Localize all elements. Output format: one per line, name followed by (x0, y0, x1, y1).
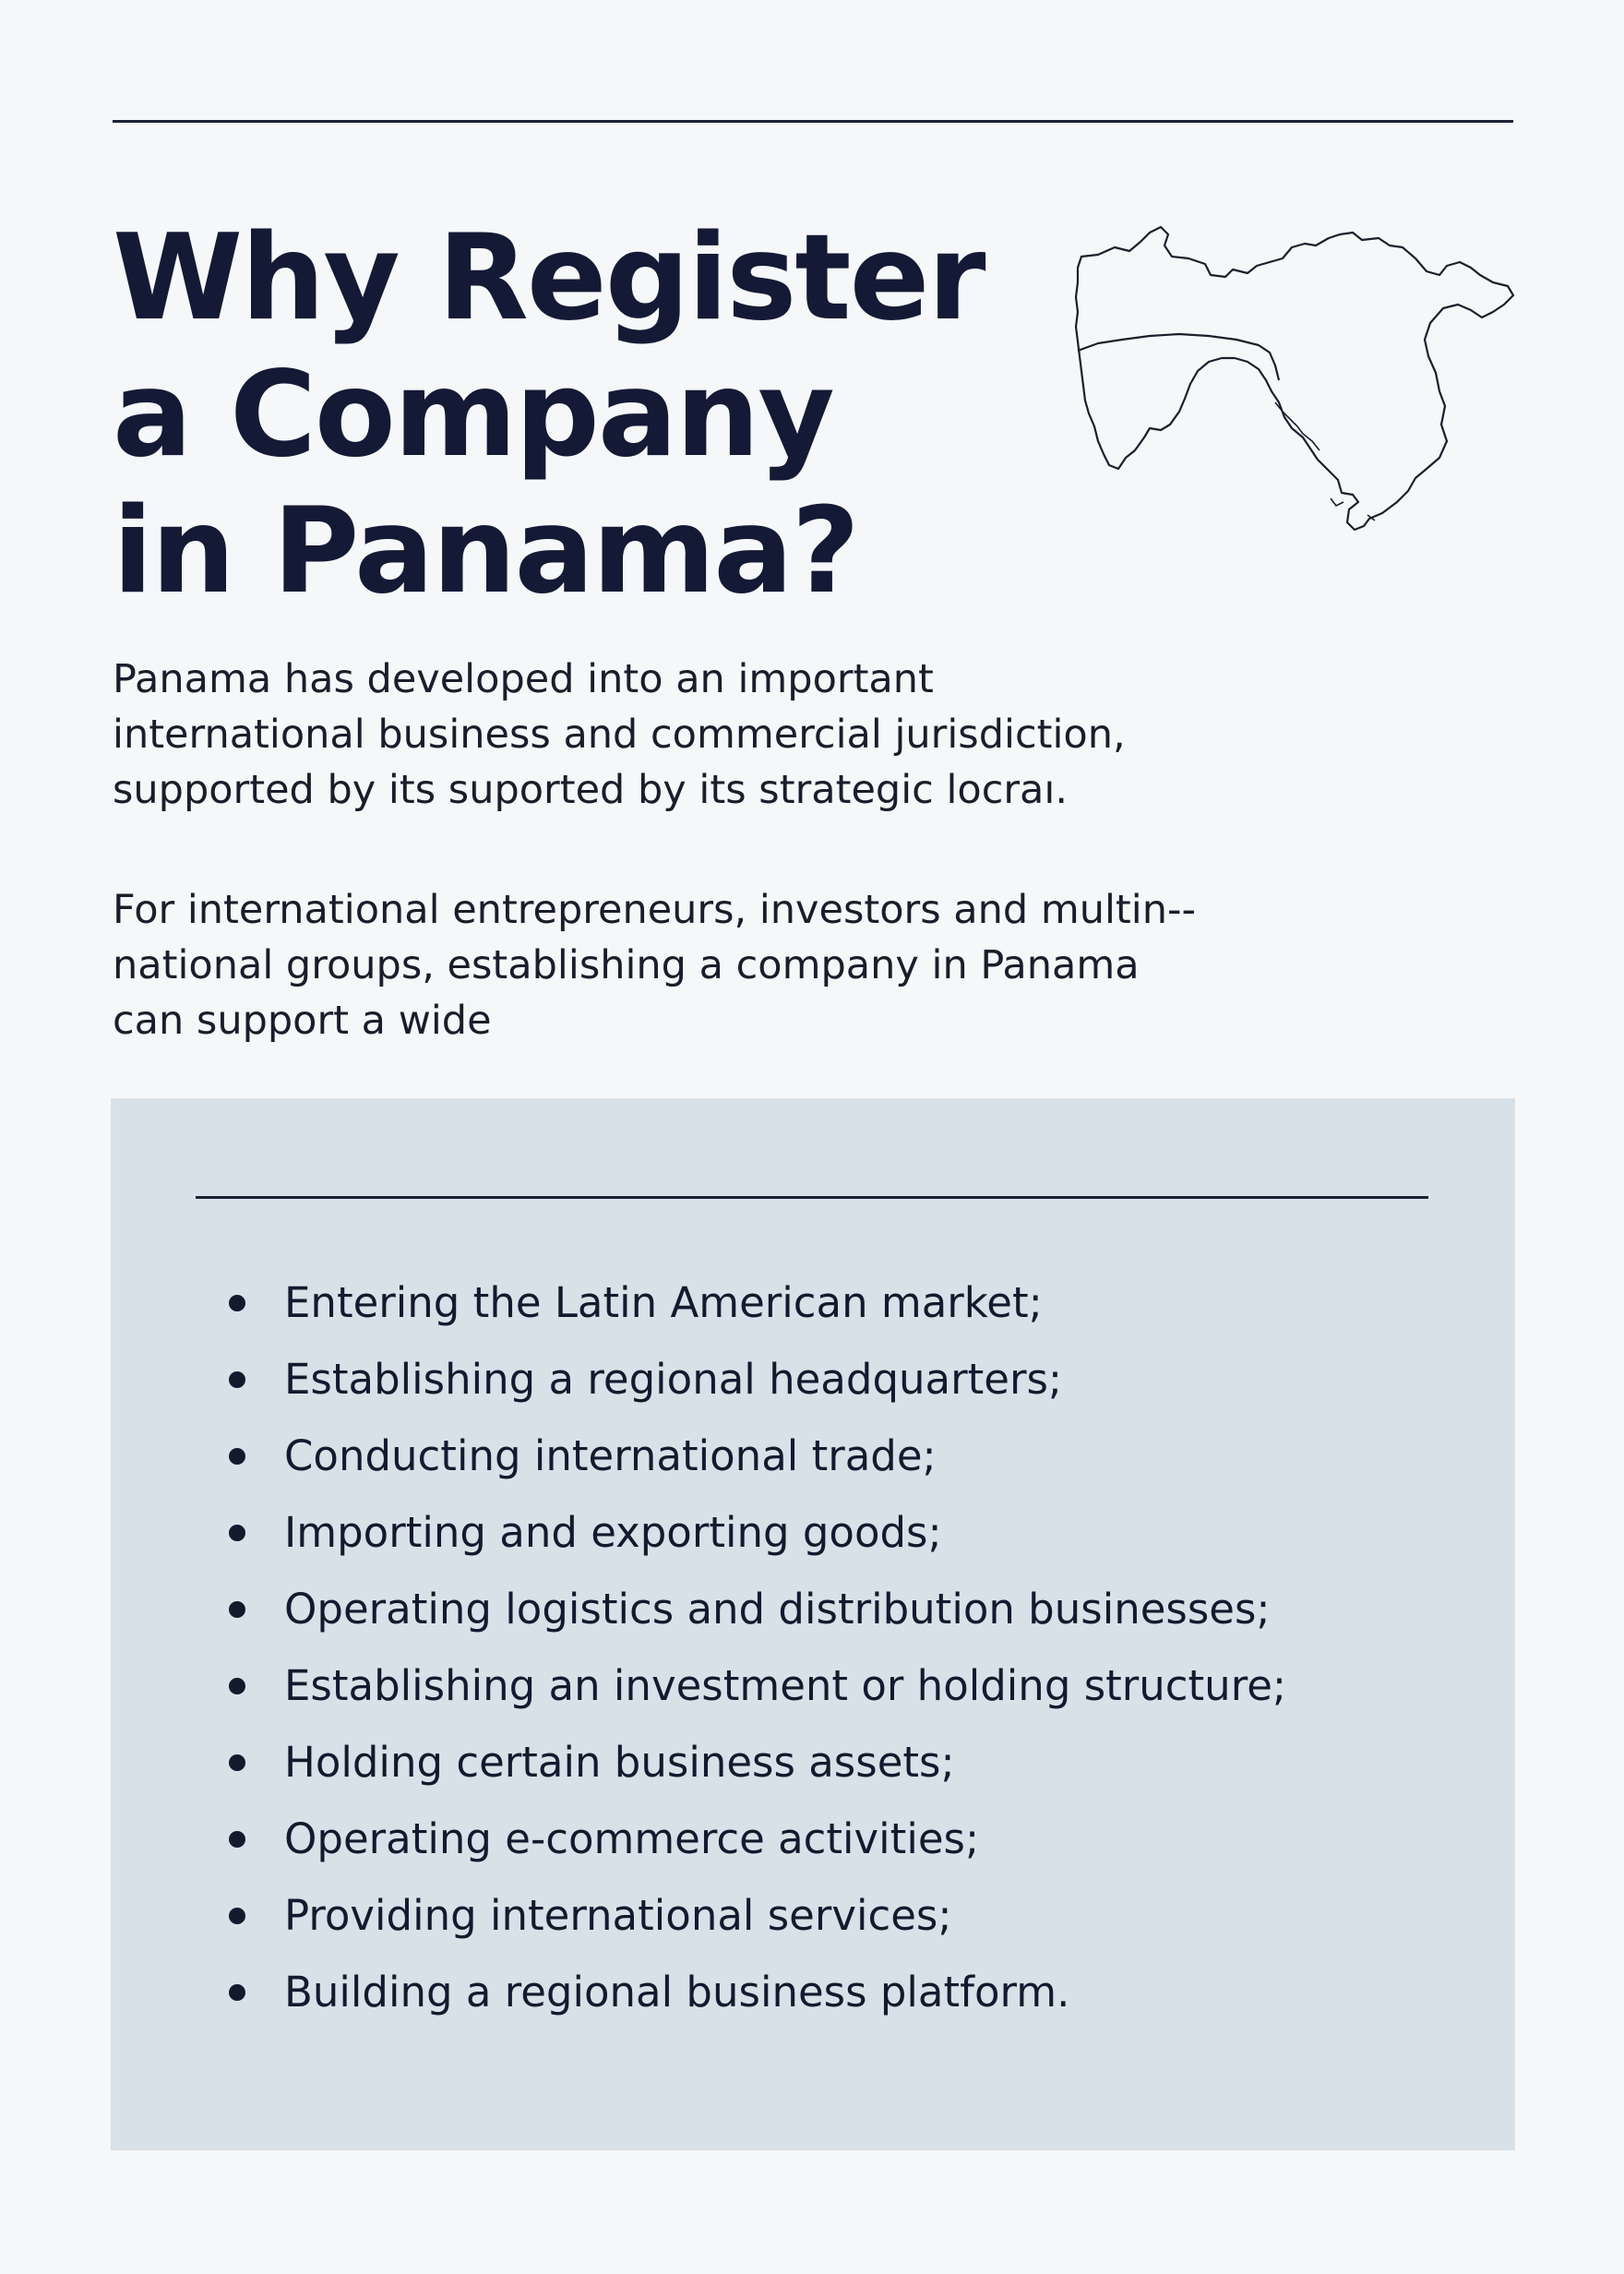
list-item (111, 1571, 1286, 1647)
panama-outline-map-icon (1061, 221, 1522, 591)
list-item (111, 1418, 1286, 1494)
intro-paragraph-2-line-1: For international entrepreneurs, investors and multin-- (113, 887, 1197, 933)
bullet-icon (229, 1295, 245, 1311)
intro-paragraph-1-line-1: Panama has developed into an important (113, 656, 934, 702)
list-item-text: Providing international services; (284, 1891, 952, 1940)
bullet-icon (229, 1754, 245, 1771)
list-item-text: Operating logistics and distribution businesses; (284, 1585, 1271, 1634)
intro-paragraph-1 (113, 652, 1266, 818)
list-item-text: Establishing a regional headquarters; (284, 1355, 1063, 1404)
intro-text (113, 652, 1266, 1048)
list-item-text: Operating e-commerce activities; (284, 1814, 980, 1863)
list-item-text: Building a regional business platform. (284, 1968, 1070, 2017)
list-item (111, 1724, 1286, 1801)
list-item-text: Holding certain business assets; (284, 1738, 955, 1787)
list-item-text: Entering the Latin American market; (284, 1278, 1043, 1327)
top-divider (113, 120, 1513, 123)
list-item (111, 1954, 1286, 2030)
list-item (111, 1801, 1286, 1877)
list-item (111, 1264, 1286, 1341)
list-item-text: Conducting international trade; (284, 1431, 937, 1480)
bullet-icon (229, 1371, 245, 1388)
title-line-1: Why Register (113, 209, 985, 347)
intro-paragraph-1-line-2: international business and commercial jurisdiction, (113, 712, 1126, 758)
intro-paragraph-2-line-3: can support a wide (113, 998, 492, 1044)
bullet-icon (229, 1601, 245, 1618)
bullet-icon (229, 1525, 245, 1541)
panel-divider (196, 1196, 1428, 1199)
intro-paragraph-2-line-2: national groups, establishing a company in Panama (113, 942, 1140, 988)
list-item (111, 1647, 1286, 1724)
title-line-3: in Panama? (113, 483, 858, 620)
benefits-list (111, 1264, 1286, 2030)
bullet-icon (229, 1831, 245, 1848)
list-item-text: Establishing an investment or holding structure; (284, 1661, 1287, 1710)
bullet-icon (229, 1908, 245, 1924)
list-item (111, 1341, 1286, 1418)
title-line-2: a Company (113, 346, 833, 484)
bullet-icon (229, 1448, 245, 1465)
intro-paragraph-1-line-3: supported by its suported by its strategic locraı. (113, 767, 1069, 813)
intro-paragraph-2 (113, 882, 1266, 1048)
bullet-icon (229, 1984, 245, 2001)
list-item (111, 1494, 1286, 1571)
list-item-text: Importing and exporting goods; (284, 1508, 942, 1557)
bullet-icon (229, 1678, 245, 1694)
list-item (111, 1877, 1286, 1954)
page-title (113, 210, 1035, 620)
benefits-panel (111, 1098, 1515, 2150)
